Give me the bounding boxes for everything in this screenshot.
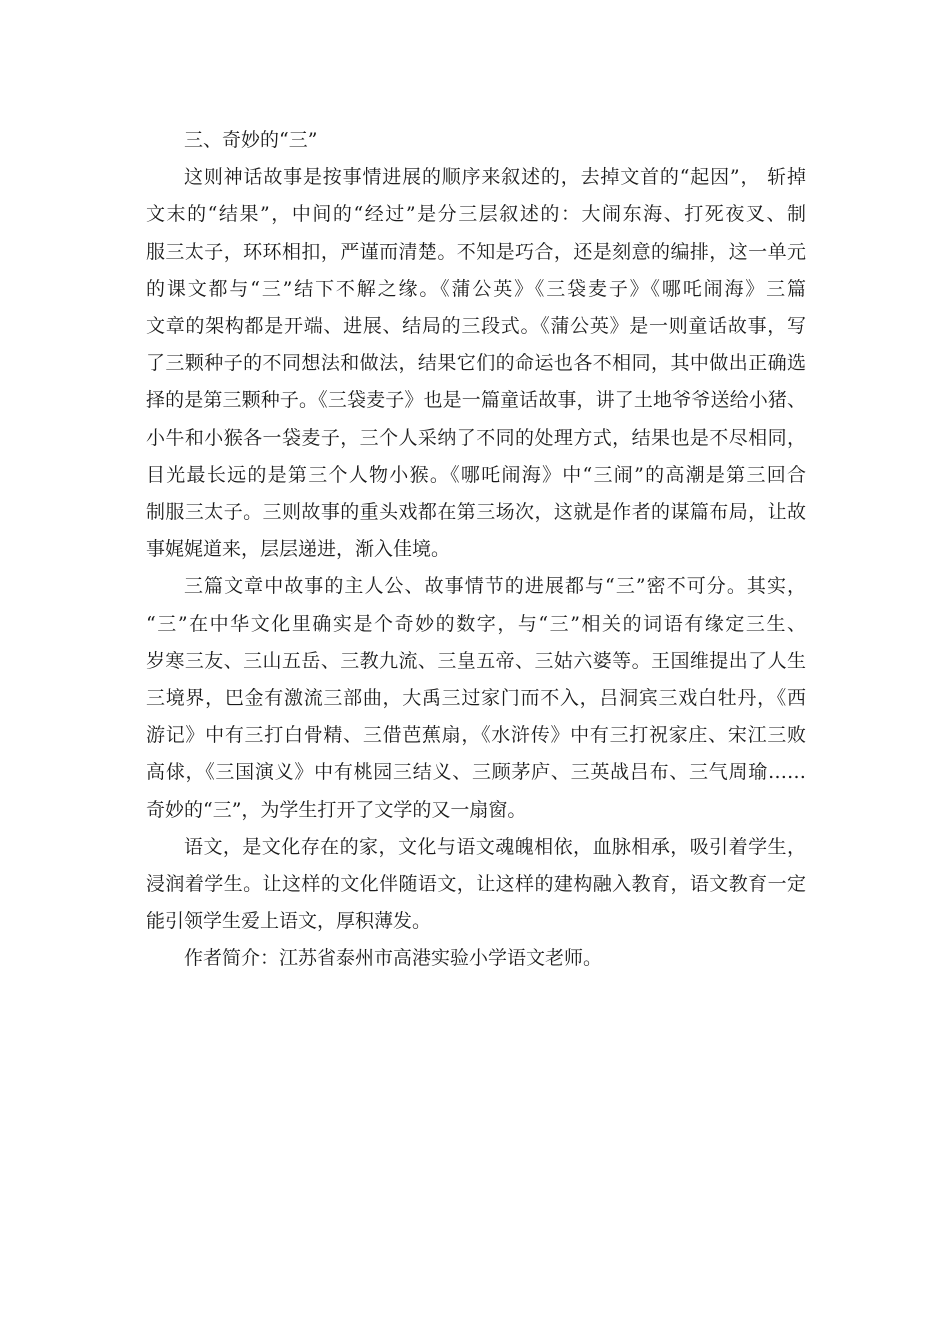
paragraph-narrative-structure [146, 159, 806, 568]
text-line: 这则神话故事是按事情进展的顺序来叙述的，去掉文首的“起因”， 斩掉 [184, 166, 806, 189]
paragraph-author-bio [146, 940, 806, 977]
text-line: 小牛和小猴各一袋麦子，三个人采纳了不同的处理方式，结果也是不尽相同， [146, 426, 806, 449]
text-line: 文末的“结果”，中间的“经过”是分三层叙述的：大闹东海、打死夜叉、制 [146, 203, 806, 226]
text-line: 浸润着学生。让这样的文化伴随语文，让这样的建构融入教育，语文教育一定 [146, 873, 806, 896]
paragraph-conclusion [146, 829, 806, 941]
section-heading: 三、奇妙的“三” [184, 129, 318, 151]
paragraph-number-three-culture [146, 568, 806, 828]
text-line: 能引领学生爱上语文，厚积薄发。 [146, 910, 432, 933]
text-line: 文章的架构都是开端、进展、结局的三段式。《蒲公英》是一则童话故事，写 [146, 315, 806, 338]
text-line: 服三太子，环环相扣，严谨而清楚。不知是巧合，还是刻意的编排，这一单元 [146, 240, 806, 263]
text-line: 三境界，巴金有激流三部曲，大禹三过家门而不入，吕洞宾三戏白牡丹，《西 [146, 687, 806, 710]
text-line: 了三颗种子的不同想法和做法，结果它们的命运也各不相同，其中做出正确选 [146, 352, 806, 375]
text-line: 高俅，《三国演义》中有桃园三结义、三顾茅庐、三英战吕布、三气周瑜…… [146, 761, 806, 784]
text-line: 制服三太子。三则故事的重头戏都在第三场次，这就是作者的谋篇布局，让故 [146, 501, 806, 524]
text-line: 择的是第三颗种子。《三袋麦子》也是一篇童话故事，讲了土地爷爷送给小猪、 [146, 389, 806, 412]
text-line: 事娓娓道来，层层递进，渐入佳境。 [146, 538, 451, 561]
text-line: 作者简介：江苏省泰州市高港实验小学语文老师。 [184, 947, 603, 970]
text-line: 的课文都与“三”结下不解之缘。《蒲公英》《三袋麦子》《哪吒闹海》三篇 [146, 277, 806, 300]
text-line: 游记》中有三打白骨精、三借芭蕉扇，《水浒传》中有三打祝家庄、宋江三败 [146, 724, 806, 747]
text-line: 语文，是文化存在的家，文化与语文魂魄相依，血脉相承，吸引着学生， [184, 835, 806, 858]
document-body [146, 122, 806, 978]
text-line: “三”在中华文化里确实是个奇妙的数字，与“三”相关的词语有缘定三生、 [146, 612, 806, 635]
text-line: 三篇文章中故事的主人公、故事情节的进展都与“三”密不可分。其实， [184, 575, 806, 598]
text-line: 岁寒三友、三山五岳、三教九流、三皇五帝、三姑六婆等。王国维提出了人生 [146, 649, 806, 672]
text-line: 奇妙的“三”，为学生打开了文学的又一扇窗。 [146, 798, 527, 821]
text-line: 目光最长远的是第三个人物小猴。《哪吒闹海》中“三闹”的高潮是第三回合 [146, 463, 806, 486]
